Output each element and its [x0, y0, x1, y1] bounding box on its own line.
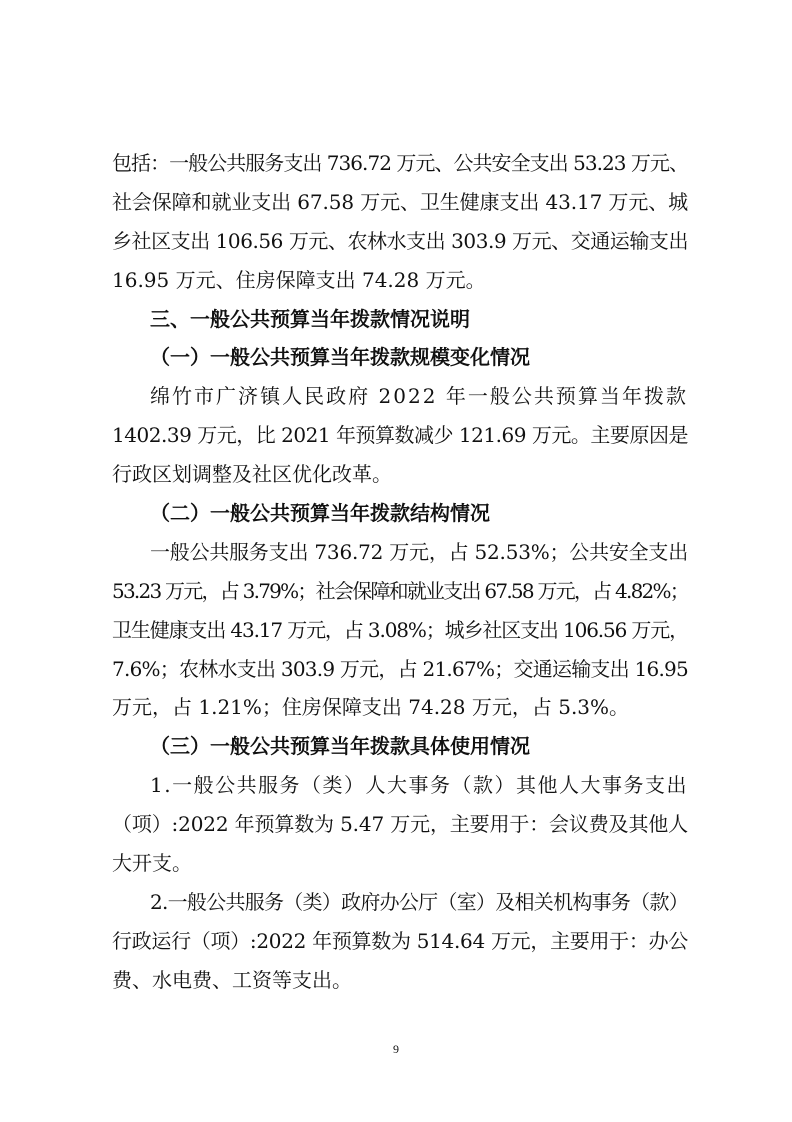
paragraph — [112, 377, 688, 494]
page-number: 9 — [393, 1042, 399, 1056]
subsection-heading: （一）一般公共预算当年拨款规模变化情况 — [150, 345, 530, 370]
document-body — [112, 144, 688, 1000]
body-line: 53.23 万元，占 3.79%；社会保障和就业支出 67.58 万元，占 4.82%； — [112, 578, 688, 603]
body-line: 7.6%；农林水支出 303.9 万元，占 21.67%；交通运输支出 16.95 — [112, 656, 688, 681]
body-line: 费、水电费、工资等支出。 — [112, 967, 352, 992]
body-line: 社会保障和就业支出 67.58 万元、卫生健康支出 43.17 万元、城 — [112, 189, 688, 214]
body-line: 1.一般公共服务（类）人大事务（款）其他人大事务支出 — [150, 773, 688, 798]
body-line: 万元，占 1.21%；住房保障支出 74.28 万元，占 5.3%。 — [112, 695, 630, 720]
paragraph — [112, 533, 688, 727]
paragraph-intro — [112, 144, 688, 300]
list-item — [112, 766, 688, 883]
body-line: 行政运行（项）:2022 年预算数为 514.64 万元，主要用于：办公 — [112, 928, 688, 953]
body-line: 乡社区支出 106.56 万元、农林水支出 303.9 万元、交通运输支出 — [112, 228, 688, 253]
body-line: 卫生健康支出 43.17 万元，占 3.08%；城乡社区支出 106.56 万元， — [112, 617, 688, 642]
body-line: 1402.39 万元，比 2021 年预算数减少 121.69 万元。主要原因是 — [112, 423, 688, 448]
body-line: （项）:2022 年预算数为 5.47 万元，主要用于：会议费及其他人 — [112, 812, 688, 837]
section-heading: 三、一般公共预算当年拨款情况说明 — [150, 306, 470, 331]
body-line: 包括：一般公共服务支出 736.72 万元、公共安全支出 53.23 万元、 — [112, 151, 688, 175]
body-line: 行政区划调整及社区优化改革。 — [112, 462, 392, 487]
body-line: 2.一般公共服务（类）政府办公厅（室）及相关机构事务（款） — [150, 889, 688, 914]
body-line: 绵竹市广济镇人民政府 2022 年一般公共预算当年拨款 — [150, 384, 688, 409]
body-line: 16.95 万元、住房保障支出 74.28 万元。 — [112, 267, 486, 292]
body-line: 一般公共服务支出 736.72 万元，占 52.53%；公共安全支出 — [150, 539, 688, 564]
list-item — [112, 883, 688, 1000]
subsection-heading: （三）一般公共预算当年拨款具体使用情况 — [150, 734, 530, 759]
subsection-heading: （二）一般公共预算当年拨款结构情况 — [150, 501, 490, 526]
body-line: 大开支。 — [112, 851, 192, 876]
